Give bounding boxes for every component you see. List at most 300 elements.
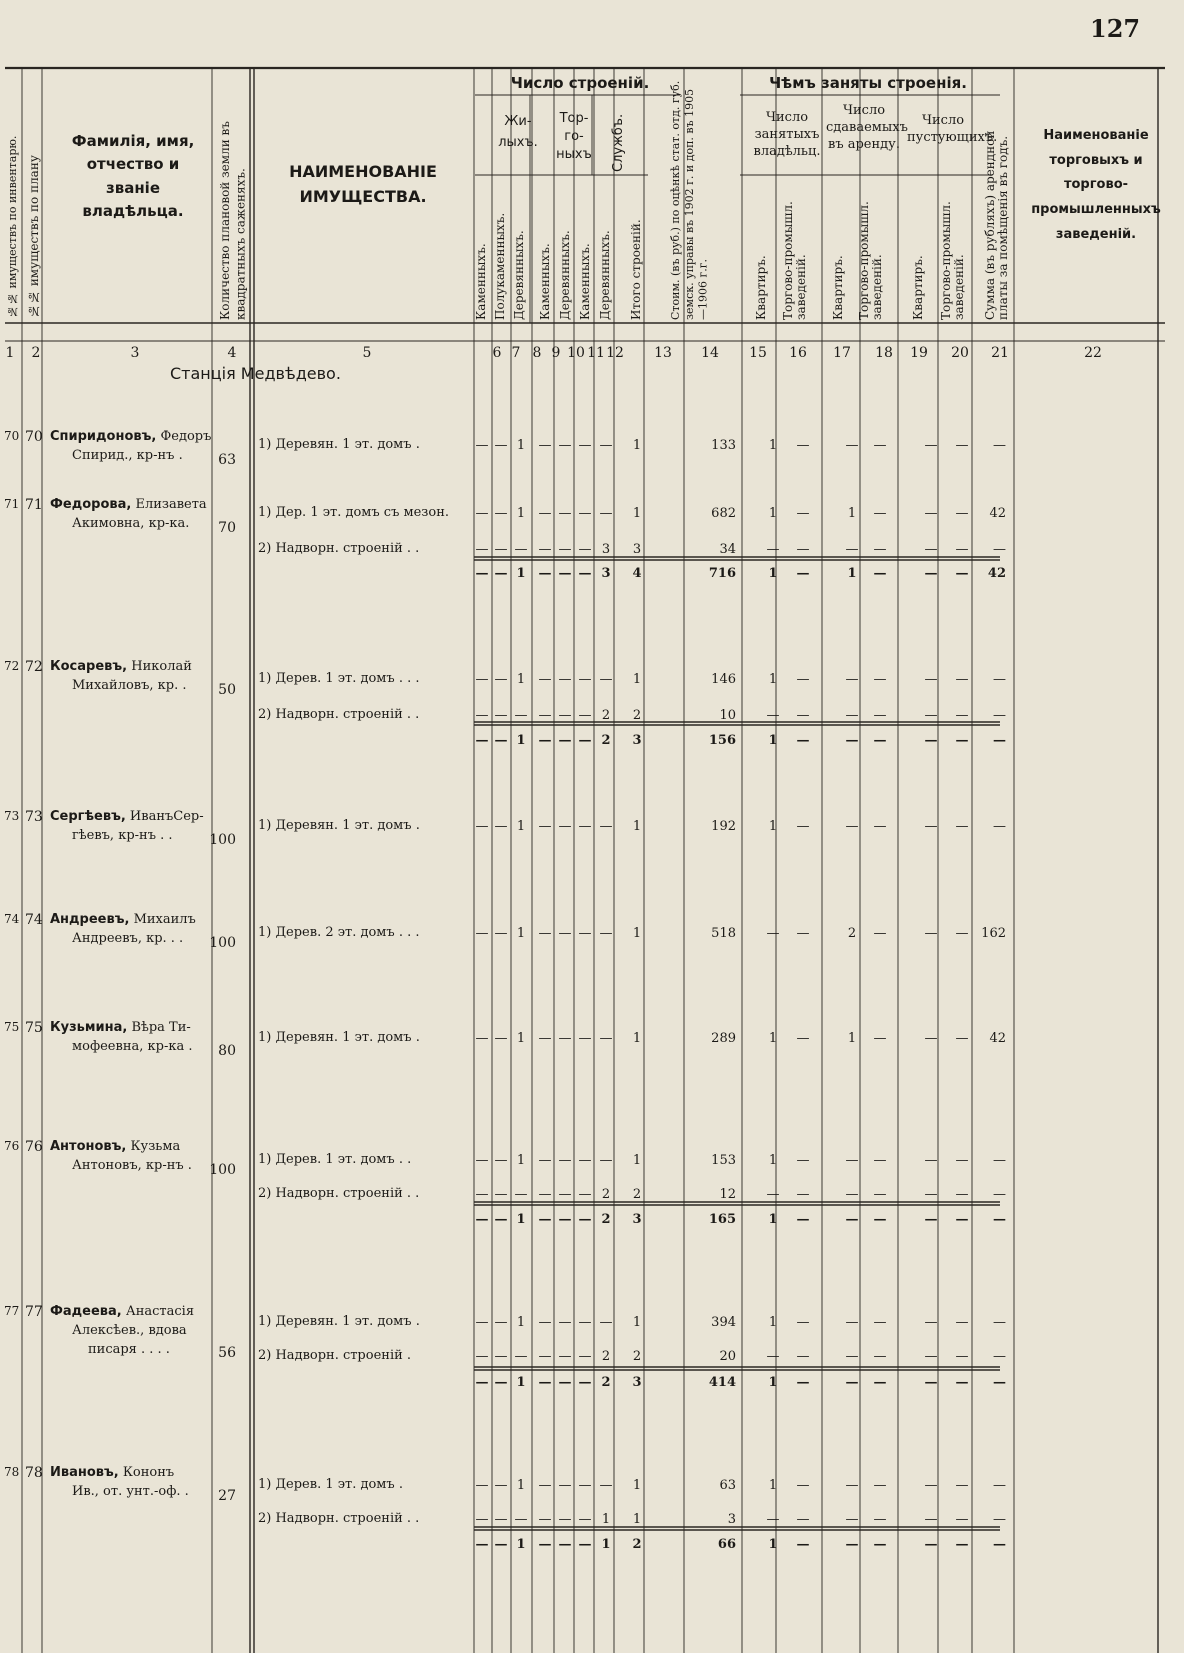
total-cell-c17: — [845, 733, 859, 748]
total-cell-c12: 1 [601, 1537, 611, 1552]
cell-c19: — [924, 926, 938, 941]
header-col15: Квартиръ. [754, 255, 768, 320]
column-number-22: 22 [1084, 345, 1102, 361]
cell-c15: 1 [768, 438, 778, 453]
total-cell-c9: — [538, 1537, 552, 1552]
cell-c18: — [873, 1187, 887, 1202]
cell-c19: — [924, 672, 938, 687]
property-name: 2) Надворн. строеній . [258, 1348, 412, 1363]
cell-c19: — [924, 1512, 938, 1527]
property-name: 1) Дер. 1 эт. домъ съ мезон. [258, 505, 450, 520]
total-cell-c21: 42 [987, 566, 1006, 581]
cell-c17: 1 [847, 1031, 857, 1046]
cell-c17: 2 [847, 926, 857, 941]
owner-name [50, 911, 196, 949]
cell-c9: — [538, 1349, 552, 1364]
header-col1: №№ имуществъ по инвентарю. [6, 135, 19, 318]
owner-title: гѣевъ, кр-нъ . . [72, 827, 173, 843]
owner-title: Михайловъ, кр. . [72, 677, 187, 693]
cell-c7: — [494, 1153, 508, 1168]
land-area: 27 [218, 1488, 236, 1504]
header-torgovykh: Тор-го-ныхъ [556, 111, 592, 163]
cell-c21: — [993, 1315, 1006, 1330]
column-number-8: 8 [532, 345, 542, 361]
cell-c13: 2 [632, 1187, 642, 1202]
cell-c21: — [993, 438, 1006, 453]
property-name: 1) Деревян. 1 эт. домъ . [258, 818, 420, 833]
cell-c11: — [578, 1153, 592, 1168]
cell-c16: — [796, 1187, 810, 1202]
cell-c12: 2 [601, 1349, 611, 1364]
cell-c17: — [845, 1187, 859, 1202]
column-number-5: 5 [362, 345, 372, 361]
cell-c14: 3 [727, 1512, 736, 1527]
cell-c16: — [796, 1512, 810, 1527]
column-number-13: 13 [654, 345, 672, 361]
plan-number: 73 [25, 809, 43, 825]
cell-c11: — [578, 1031, 592, 1046]
inventory-number: 78 [4, 1465, 20, 1479]
total-cell-c10: — [558, 566, 572, 581]
total-cell-c8: 1 [516, 1375, 526, 1390]
total-cell-c12: 2 [601, 1212, 611, 1227]
cell-c7: — [494, 506, 508, 521]
cell-c9: — [538, 819, 552, 834]
total-cell-c12: 2 [601, 1375, 611, 1390]
cell-c6: — [475, 819, 489, 834]
header-col20: Торгово-промышл. заведеній. [939, 201, 967, 320]
column-number-21: 21 [991, 345, 1009, 361]
total-cell-c9: — [538, 1375, 552, 1390]
owner-name [50, 1138, 192, 1176]
cell-c11: — [578, 542, 592, 557]
cell-c9: — [538, 1187, 552, 1202]
cell-c10: — [558, 708, 572, 723]
cell-c20: — [955, 1153, 969, 1168]
property-name: 1) Деревян. 1 эт. домъ . [258, 437, 420, 452]
header-col4: Количество плановой земли въ квадратныхъ саженяхъ. [218, 121, 248, 320]
cell-c21: 42 [989, 506, 1006, 521]
cell-c13: 1 [632, 1153, 642, 1168]
cell-c6: — [475, 708, 489, 723]
cell-c9: — [538, 506, 552, 521]
inventory-number: 75 [4, 1020, 20, 1034]
cell-c13: 3 [632, 542, 642, 557]
cell-c20: — [955, 708, 969, 723]
cell-c10: — [558, 1512, 572, 1527]
inventory-number: 77 [4, 1304, 20, 1318]
cell-c8: 1 [516, 1315, 526, 1330]
cell-c21: 42 [989, 1031, 1006, 1046]
owner-title: Акимовна, кр-ка. [72, 515, 190, 531]
cell-c15: — [766, 1187, 780, 1202]
total-cell-c11: — [578, 1537, 592, 1552]
inventory-number: 74 [4, 912, 20, 926]
cell-c8: — [514, 708, 528, 723]
cell-c6: — [475, 1031, 489, 1046]
cell-c20: — [955, 1315, 969, 1330]
total-cell-c20: — [955, 566, 969, 581]
header-sluzhb: Службъ. [611, 113, 626, 172]
cell-c12: — [599, 819, 613, 834]
cell-c9: — [538, 1315, 552, 1330]
cell-c18: — [873, 708, 887, 723]
cell-c17: — [845, 1153, 859, 1168]
total-cell-c6: — [475, 1375, 489, 1390]
cell-c19: — [924, 1478, 938, 1493]
total-cell-c6: — [475, 733, 489, 748]
header-col11: Каменныхъ. [578, 243, 592, 320]
cell-c13: 1 [632, 1315, 642, 1330]
cell-c19: — [924, 506, 938, 521]
plan-number: 75 [25, 1020, 43, 1036]
cell-c20: — [955, 926, 969, 941]
total-cell-c21: — [993, 1212, 1006, 1227]
header-occupied-group: Чѣмъ заняты строенія. [769, 74, 967, 92]
column-number-12: 12 [606, 345, 624, 361]
total-cell-c7: — [494, 566, 508, 581]
total-cell-c11: — [578, 1212, 592, 1227]
total-cell-c7: — [494, 1375, 508, 1390]
owner-title-cont: писаря . . . . [88, 1341, 170, 1357]
cell-c21: — [993, 1153, 1006, 1168]
cell-c10: — [558, 1153, 572, 1168]
cell-c19: — [924, 708, 938, 723]
cell-c20: — [955, 506, 969, 521]
cell-c16: — [796, 1478, 810, 1493]
cell-c7: — [494, 1478, 508, 1493]
header-occ-empty: Число пустующихъ. [907, 113, 998, 145]
owner-name [50, 658, 192, 696]
cell-c10: — [558, 438, 572, 453]
owner-surname: Косаревъ, [50, 659, 128, 674]
total-cell-c17: 1 [847, 566, 857, 581]
property-name: 1) Дерев. 1 эт. домъ . . [258, 1152, 412, 1167]
cell-c17: — [845, 1512, 859, 1527]
cell-c13: 1 [632, 819, 642, 834]
cell-c7: — [494, 819, 508, 834]
cell-c11: — [578, 1349, 592, 1364]
cell-c11: — [578, 1512, 592, 1527]
land-area: 100 [209, 935, 236, 951]
cell-c18: — [873, 1153, 887, 1168]
plan-number: 77 [25, 1304, 43, 1320]
cell-c7: — [494, 1512, 508, 1527]
cell-c9: — [538, 1153, 552, 1168]
cell-c18: — [873, 1349, 887, 1364]
cell-c19: — [924, 819, 938, 834]
total-cell-c20: — [955, 733, 969, 748]
cell-c9: — [538, 1512, 552, 1527]
owner-name [50, 1464, 189, 1502]
cell-c12: — [599, 438, 613, 453]
total-cell-c18: — [873, 1537, 887, 1552]
cell-c19: — [924, 1315, 938, 1330]
total-cell-c18: — [873, 1375, 887, 1390]
cell-c16: — [796, 1315, 810, 1330]
total-cell-c8: 1 [516, 733, 526, 748]
land-area: 56 [218, 1345, 236, 1361]
cell-c18: — [873, 1315, 887, 1330]
cell-c18: — [873, 926, 887, 941]
cell-c8: — [514, 1349, 528, 1364]
cell-c16: — [796, 708, 810, 723]
total-cell-c12: 3 [601, 566, 611, 581]
cell-c13: 1 [632, 506, 642, 521]
total-cell-c18: — [873, 566, 887, 581]
cell-c20: — [955, 1031, 969, 1046]
cell-c11: — [578, 708, 592, 723]
owner-surname: Андреевъ, [50, 912, 130, 927]
cell-c15: — [766, 926, 780, 941]
cell-c19: — [924, 1349, 938, 1364]
owner-name [50, 1303, 194, 1360]
cell-c8: 1 [516, 1031, 526, 1046]
total-cell-c11: — [578, 1375, 592, 1390]
total-cell-c10: — [558, 733, 572, 748]
total-cell-c8: 1 [516, 566, 526, 581]
header-col21: Сумма (въ рубляхъ) арендной платы за помѣщенія въ годъ. [983, 130, 1011, 320]
total-cell-c13: 3 [632, 1212, 642, 1227]
total-cell-c9: — [538, 566, 552, 581]
cell-c15: — [766, 1349, 780, 1364]
inventory-number: 73 [4, 809, 20, 823]
owner-title: Алексѣев., вдова [72, 1322, 187, 1338]
owner-given-name: Анастасія [125, 1304, 195, 1319]
cell-c18: — [873, 672, 887, 687]
total-cell-c21: — [993, 733, 1006, 748]
header-col16: Торгово-промышл. заведеній. [781, 201, 809, 320]
plan-number: 71 [25, 497, 43, 513]
header-col12: Деревянныхъ. [598, 230, 612, 320]
total-cell-c20: — [955, 1212, 969, 1227]
cell-c16: — [796, 819, 810, 834]
cell-c14: 20 [719, 1349, 736, 1364]
cell-c16: — [796, 506, 810, 521]
owner-given-name: Вѣра Ти- [131, 1020, 191, 1035]
cell-c17: — [845, 708, 859, 723]
property-name: 1) Дерев. 1 эт. домъ . [258, 1477, 403, 1492]
total-cell-c17: — [845, 1212, 859, 1227]
cell-c18: — [873, 1478, 887, 1493]
header-col7: Полукаменныхъ. [493, 212, 507, 320]
cell-c6: — [475, 1349, 489, 1364]
total-cell-c11: — [578, 733, 592, 748]
cell-c6: — [475, 1478, 489, 1493]
property-name: 1) Деревян. 1 эт. домъ . [258, 1314, 420, 1329]
header-col5: НАИМЕНОВАНІЕ ИМУЩЕСТВА. [289, 162, 437, 206]
owner-name [50, 428, 211, 466]
cell-c11: — [578, 438, 592, 453]
cell-c6: — [475, 542, 489, 557]
cell-c16: — [796, 926, 810, 941]
cell-c15: 1 [768, 1153, 778, 1168]
cell-c17: — [845, 819, 859, 834]
cell-c15: 1 [768, 1031, 778, 1046]
owner-surname: Кузьмина, [50, 1020, 128, 1035]
cell-c8: — [514, 1187, 528, 1202]
cell-c9: — [538, 438, 552, 453]
owner-given-name: Елизавета [135, 497, 207, 512]
column-number-1: 1 [5, 345, 15, 361]
cell-c9: — [538, 1478, 552, 1493]
cell-c6: — [475, 1187, 489, 1202]
total-cell-c16: — [796, 1537, 810, 1552]
cell-c17: — [845, 438, 859, 453]
total-cell-c13: 2 [632, 1537, 642, 1552]
total-cell-c19: — [924, 566, 938, 581]
property-name: 2) Надворн. строеній . . [258, 707, 420, 722]
header-col6: Каменныхъ. [474, 243, 488, 320]
total-cell-c7: — [494, 1212, 508, 1227]
cell-c12: — [599, 1315, 613, 1330]
total-cell-c15: 1 [768, 1537, 778, 1552]
cell-c12: 3 [601, 542, 611, 557]
cell-c9: — [538, 672, 552, 687]
plan-number: 74 [25, 912, 43, 928]
cell-c21: — [993, 542, 1006, 557]
cell-c13: 1 [632, 1031, 642, 1046]
cell-c19: — [924, 542, 938, 557]
cell-c7: — [494, 1187, 508, 1202]
cell-c7: — [494, 926, 508, 941]
cell-c14: 682 [711, 506, 736, 521]
total-cell-c21: — [993, 1375, 1006, 1390]
header-col10: Деревянныхъ. [558, 230, 572, 320]
cell-c12: 2 [601, 708, 611, 723]
total-cell-c13: 4 [632, 566, 642, 581]
land-area: 63 [218, 452, 236, 468]
total-cell-c16: — [796, 1375, 810, 1390]
total-cell-c17: — [845, 1537, 859, 1552]
cell-c11: — [578, 1187, 592, 1202]
cell-c20: — [955, 438, 969, 453]
cell-c6: — [475, 1512, 489, 1527]
owner-given-name: ИванъСер- [129, 809, 204, 824]
cell-c17: — [845, 542, 859, 557]
owner-given-name: Михаилъ [133, 912, 196, 927]
cell-c18: — [873, 542, 887, 557]
cell-c14: 34 [719, 542, 736, 557]
total-cell-c15: 1 [768, 566, 778, 581]
cell-c6: — [475, 1315, 489, 1330]
cell-c7: — [494, 542, 508, 557]
total-cell-c7: — [494, 1537, 508, 1552]
cell-c20: — [955, 1187, 969, 1202]
total-cell-c14: 66 [717, 1537, 736, 1552]
cell-c8: 1 [516, 672, 526, 687]
cell-c18: — [873, 1512, 887, 1527]
column-number-4: 4 [227, 345, 237, 361]
total-cell-c19: — [924, 1537, 938, 1552]
cell-c16: — [796, 1153, 810, 1168]
cell-c15: 1 [768, 506, 778, 521]
cell-c7: — [494, 1315, 508, 1330]
column-number-18: 18 [875, 345, 893, 361]
owner-surname: Фадеева, [50, 1304, 122, 1319]
cell-c10: — [558, 1187, 572, 1202]
cell-c20: — [955, 672, 969, 687]
owner-surname: Федорова, [50, 497, 132, 512]
cell-c10: — [558, 506, 572, 521]
column-number-19: 19 [910, 345, 928, 361]
cell-c6: — [475, 926, 489, 941]
cell-c21: — [993, 1512, 1006, 1527]
owner-given-name: Кузьма [130, 1139, 181, 1154]
property-name: 2) Надворн. строеній . . [258, 1511, 420, 1526]
total-cell-c10: — [558, 1212, 572, 1227]
cell-c10: — [558, 542, 572, 557]
cell-c12: 1 [601, 1512, 611, 1527]
header-col19: Квартиръ. [911, 255, 925, 320]
column-number-17: 17 [833, 345, 851, 361]
total-cell-c19: — [924, 733, 938, 748]
header-col17: Квартиръ. [831, 255, 845, 320]
cell-c9: — [538, 1031, 552, 1046]
property-name: 2) Надворн. строеній . . [258, 1186, 420, 1201]
cell-c8: 1 [516, 926, 526, 941]
column-number-10: 10 [567, 345, 585, 361]
cell-c12: — [599, 1153, 613, 1168]
plan-number: 76 [25, 1139, 43, 1155]
property-name: 2) Надворн. строеній . . [258, 541, 420, 556]
cell-c13: 2 [632, 1349, 642, 1364]
cell-c8: 1 [516, 438, 526, 453]
land-area: 80 [218, 1043, 236, 1059]
total-cell-c15: 1 [768, 733, 778, 748]
column-number-11: 11 [587, 345, 605, 361]
owner-given-name: Николай [131, 659, 192, 674]
cell-c16: — [796, 1349, 810, 1364]
header-col13: Итого строеній. [629, 219, 643, 320]
total-cell-c16: — [796, 1212, 810, 1227]
owner-title: Ив., от. унт.-оф. . [72, 1483, 189, 1499]
inventory-number: 76 [4, 1139, 20, 1153]
cell-c7: — [494, 1031, 508, 1046]
total-cell-c13: 3 [632, 733, 642, 748]
header-col3: Фамилія, имя, отчество и званіе владѣльца. [71, 132, 195, 220]
cell-c13: 2 [632, 708, 642, 723]
cell-c10: — [558, 672, 572, 687]
cell-c7: — [494, 438, 508, 453]
cell-c15: 1 [768, 1478, 778, 1493]
cell-c13: 1 [632, 1478, 642, 1493]
total-cell-c17: — [845, 1375, 859, 1390]
cell-c14: 518 [711, 926, 736, 941]
cell-c8: — [514, 542, 528, 557]
cell-c12: 2 [601, 1187, 611, 1202]
cell-c18: — [873, 438, 887, 453]
cell-c10: — [558, 926, 572, 941]
page-number: 127 [1090, 14, 1141, 43]
owner-name [50, 496, 207, 534]
cell-c12: — [599, 926, 613, 941]
cell-c16: — [796, 672, 810, 687]
total-cell-c18: — [873, 733, 887, 748]
total-cell-c6: — [475, 1537, 489, 1552]
inventory-number: 72 [4, 659, 20, 673]
cell-c21: 162 [981, 926, 1006, 941]
total-cell-c15: 1 [768, 1212, 778, 1227]
cell-c17: — [845, 672, 859, 687]
total-cell-c6: — [475, 1212, 489, 1227]
total-cell-c9: — [538, 733, 552, 748]
property-name: 1) Дерев. 2 эт. домъ . . . [258, 925, 420, 940]
land-area: 100 [209, 832, 236, 848]
total-cell-c10: — [558, 1537, 572, 1552]
owner-name [50, 808, 204, 846]
total-cell-c14: 414 [708, 1375, 736, 1390]
